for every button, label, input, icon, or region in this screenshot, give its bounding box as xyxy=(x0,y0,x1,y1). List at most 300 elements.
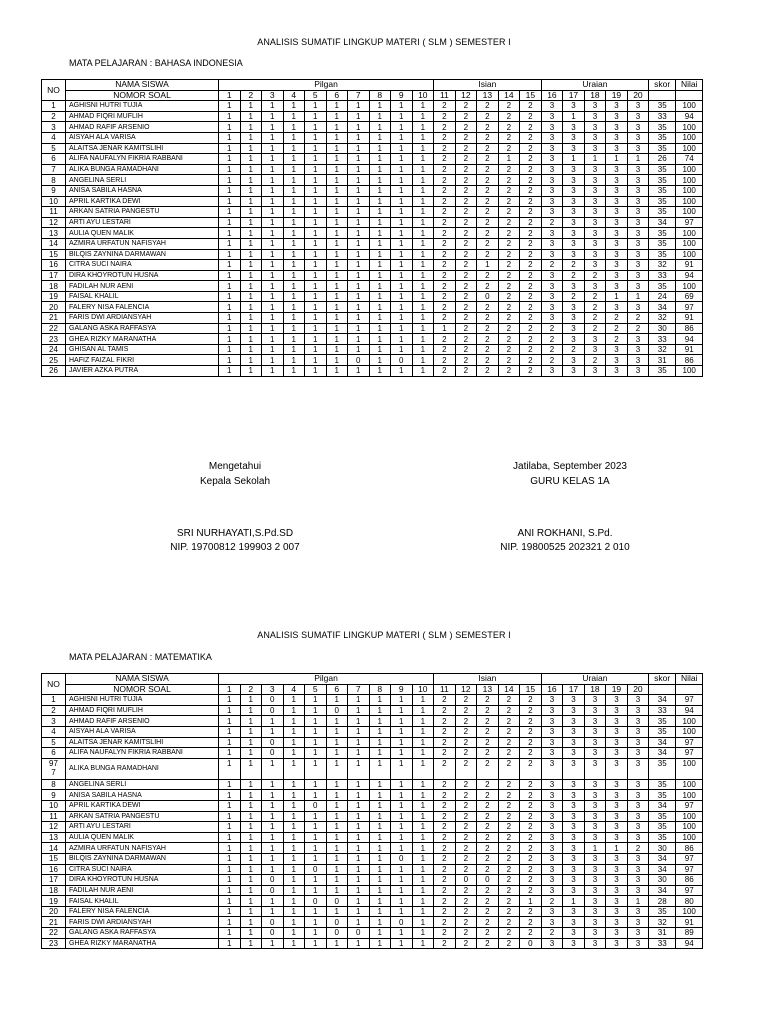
score-cell: 1 xyxy=(369,313,391,324)
score-cell: 2 xyxy=(563,344,585,355)
score-cell: 1 xyxy=(219,906,241,917)
student-name: GALANG ASKA RAFFASYA xyxy=(66,928,219,939)
score-cell: 3 xyxy=(584,758,606,779)
score-cell: 2 xyxy=(434,875,456,886)
score-cell: 2 xyxy=(498,366,520,377)
header-no: NO xyxy=(42,674,66,695)
score-cell: 3 xyxy=(563,864,585,875)
score-cell: 2 xyxy=(477,748,499,759)
score-cell: 3 xyxy=(606,270,628,281)
row-number: 4 xyxy=(42,132,66,143)
score-cell: 2 xyxy=(434,334,456,345)
score-cell: 2 xyxy=(455,758,477,779)
score-cell: 1 xyxy=(240,238,262,249)
score-cell: 1 xyxy=(262,843,284,854)
header-nilai-blank xyxy=(676,90,703,101)
score-cell: 1 xyxy=(283,716,305,727)
score-cell: 1 xyxy=(348,843,370,854)
total-score: 33 xyxy=(649,334,676,345)
table-row xyxy=(42,695,703,706)
total-score: 34 xyxy=(649,748,676,759)
score-cell: 1 xyxy=(240,323,262,334)
score-cell: 1 xyxy=(369,132,391,143)
score-cell: 1 xyxy=(326,906,348,917)
score-cell: 0 xyxy=(391,917,413,928)
table-row xyxy=(42,334,703,345)
score-cell: 1 xyxy=(391,938,413,949)
student-name: ALIKA BUNGA RAMADHANI xyxy=(66,758,219,779)
row-number: 16 xyxy=(42,260,66,271)
score-cell: 1 xyxy=(412,896,434,907)
student-name: ARTI AYU LESTARI xyxy=(66,217,219,228)
score-cell: 1 xyxy=(391,716,413,727)
student-name: HAFIZ FAIZAL FIKRI xyxy=(66,355,219,366)
score-cell: 2 xyxy=(477,238,499,249)
score-cell: 1 xyxy=(283,270,305,281)
score-cell: 1 xyxy=(283,726,305,737)
score-cell: 1 xyxy=(348,313,370,324)
score-cell: 1 xyxy=(412,843,434,854)
student-name: ANISA SABILA HASNA xyxy=(66,185,219,196)
score-cell: 2 xyxy=(520,164,542,175)
score-cell: 1 xyxy=(348,175,370,186)
score-cell: 1 xyxy=(391,695,413,706)
score-cell: 1 xyxy=(262,822,284,833)
score-cell: 1 xyxy=(520,896,542,907)
score-cell: 2 xyxy=(477,726,499,737)
score-cell: 1 xyxy=(412,695,434,706)
final-grade: 97 xyxy=(676,800,703,811)
score-cell: 1 xyxy=(412,875,434,886)
score-cell: 1 xyxy=(240,207,262,218)
score-cell: 2 xyxy=(477,853,499,864)
total-score: 34 xyxy=(649,853,676,864)
score-cell: 1 xyxy=(369,185,391,196)
score-cell: 1 xyxy=(434,323,456,334)
score-cell: 2 xyxy=(477,917,499,928)
score-cell: 3 xyxy=(606,705,628,716)
score-cell: 2 xyxy=(520,281,542,292)
student-name: GHEA RIZKY MARANATHA xyxy=(66,938,219,949)
score-cell: 1 xyxy=(391,196,413,207)
section1-subject: MATA PELAJARAN : BAHASA INDONESIA xyxy=(69,58,243,68)
score-cell: 2 xyxy=(520,111,542,122)
score-cell: 1 xyxy=(262,101,284,112)
score-cell: 2 xyxy=(477,334,499,345)
score-cell: 3 xyxy=(584,885,606,896)
table-row xyxy=(42,111,703,122)
score-cell: 2 xyxy=(434,748,456,759)
score-cell: 3 xyxy=(541,291,563,302)
final-grade: 100 xyxy=(676,122,703,133)
score-cell: 3 xyxy=(584,196,606,207)
row-number: 1 xyxy=(42,695,66,706)
score-cell: 3 xyxy=(627,281,649,292)
score-cell: 1 xyxy=(283,790,305,801)
score-cell: 2 xyxy=(520,853,542,864)
score-cell: 1 xyxy=(412,249,434,260)
score-cell: 1 xyxy=(391,143,413,154)
row-number: 97 7 xyxy=(42,758,66,779)
score-cell: 1 xyxy=(262,779,284,790)
header-soal-number: 9 xyxy=(391,90,413,101)
score-cell: 1 xyxy=(305,132,327,143)
score-cell: 1 xyxy=(369,270,391,281)
row-number: 6 xyxy=(42,748,66,759)
total-score: 33 xyxy=(649,270,676,281)
score-cell: 1 xyxy=(262,864,284,875)
score-cell: 2 xyxy=(520,748,542,759)
score-cell: 1 xyxy=(262,344,284,355)
score-cell: 3 xyxy=(606,207,628,218)
score-cell: 1 xyxy=(283,334,305,345)
score-cell: 1 xyxy=(240,228,262,239)
score-cell: 2 xyxy=(477,800,499,811)
total-score: 30 xyxy=(649,323,676,334)
total-score: 35 xyxy=(649,758,676,779)
score-cell: 1 xyxy=(412,885,434,896)
score-cell: 2 xyxy=(455,928,477,939)
final-grade: 80 xyxy=(676,896,703,907)
table-row xyxy=(42,896,703,907)
table-row xyxy=(42,122,703,133)
score-cell: 3 xyxy=(606,917,628,928)
score-cell: 1 xyxy=(262,366,284,377)
score-cell: 2 xyxy=(455,132,477,143)
row-number: 18 xyxy=(42,281,66,292)
score-cell: 1 xyxy=(412,196,434,207)
score-cell: 2 xyxy=(498,758,520,779)
final-grade: 100 xyxy=(676,822,703,833)
score-cell: 1 xyxy=(219,111,241,122)
table-row xyxy=(42,366,703,377)
final-grade: 100 xyxy=(676,811,703,822)
table-row xyxy=(42,175,703,186)
score-cell: 2 xyxy=(498,334,520,345)
score-cell: 2 xyxy=(477,281,499,292)
score-cell: 0 xyxy=(262,748,284,759)
score-cell: 2 xyxy=(455,695,477,706)
score-cell: 3 xyxy=(584,822,606,833)
table-row xyxy=(42,705,703,716)
score-cell: 3 xyxy=(541,249,563,260)
score-cell: 1 xyxy=(219,302,241,313)
score-cell: 1 xyxy=(240,695,262,706)
header-uraian: Uraian xyxy=(541,674,649,685)
score-cell: 1 xyxy=(412,355,434,366)
score-cell: 1 xyxy=(412,323,434,334)
score-cell: 1 xyxy=(412,928,434,939)
score-cell: 1 xyxy=(305,938,327,949)
score-cell: 3 xyxy=(606,811,628,822)
score-cell: 1 xyxy=(391,323,413,334)
score-cell: 3 xyxy=(563,323,585,334)
score-cell: 1 xyxy=(305,695,327,706)
score-cell: 2 xyxy=(520,207,542,218)
score-cell: 2 xyxy=(455,906,477,917)
score-cell: 1 xyxy=(262,811,284,822)
score-cell: 1 xyxy=(348,875,370,886)
score-cell: 1 xyxy=(262,207,284,218)
score-cell: 1 xyxy=(391,132,413,143)
final-grade: 100 xyxy=(676,281,703,292)
score-cell: 1 xyxy=(305,779,327,790)
kepala-name: SRI NURHAYATI,S.Pd.SD xyxy=(176,528,294,539)
header-skor-blank xyxy=(649,90,676,101)
score-cell: 3 xyxy=(606,143,628,154)
score-cell: 3 xyxy=(627,334,649,345)
score-cell: 1 xyxy=(240,270,262,281)
score-cell: 3 xyxy=(541,196,563,207)
score-cell: 2 xyxy=(541,217,563,228)
score-cell: 1 xyxy=(283,313,305,324)
score-cell: 1 xyxy=(262,938,284,949)
score-cell: 1 xyxy=(262,758,284,779)
score-cell: 1 xyxy=(348,906,370,917)
score-cell: 1 xyxy=(412,238,434,249)
score-cell: 3 xyxy=(627,270,649,281)
score-cell: 1 xyxy=(348,217,370,228)
score-cell: 2 xyxy=(434,175,456,186)
score-cell: 1 xyxy=(283,366,305,377)
score-cell: 1 xyxy=(412,175,434,186)
score-cell: 1 xyxy=(326,779,348,790)
score-cell: 1 xyxy=(412,313,434,324)
score-cell: 1 xyxy=(305,716,327,727)
header-nilai: Nilai xyxy=(676,80,703,91)
score-cell: 1 xyxy=(391,906,413,917)
score-cell: 1 xyxy=(219,101,241,112)
score-cell: 2 xyxy=(520,122,542,133)
score-cell: 2 xyxy=(520,185,542,196)
score-cell: 1 xyxy=(369,366,391,377)
score-cell: 1 xyxy=(412,344,434,355)
score-cell: 2 xyxy=(434,737,456,748)
score-cell: 1 xyxy=(326,313,348,324)
score-cell: 3 xyxy=(606,737,628,748)
row-number: 9 xyxy=(42,790,66,801)
row-number: 21 xyxy=(42,313,66,324)
score-cell: 1 xyxy=(305,758,327,779)
score-cell: 2 xyxy=(520,260,542,271)
score-cell: 1 xyxy=(412,334,434,345)
score-cell: 1 xyxy=(606,843,628,854)
final-grade: 91 xyxy=(676,917,703,928)
score-cell: 1 xyxy=(262,726,284,737)
score-cell: 2 xyxy=(520,101,542,112)
score-cell: 3 xyxy=(584,132,606,143)
score-cell: 1 xyxy=(305,217,327,228)
score-cell: 3 xyxy=(584,228,606,239)
row-number: 15 xyxy=(42,249,66,260)
score-cell: 2 xyxy=(498,143,520,154)
header-soal-number: 20 xyxy=(627,90,649,101)
score-cell: 1 xyxy=(412,217,434,228)
score-cell: 2 xyxy=(434,896,456,907)
score-cell: 1 xyxy=(391,885,413,896)
score-cell: 1 xyxy=(283,238,305,249)
score-cell: 3 xyxy=(541,800,563,811)
score-cell: 1 xyxy=(240,366,262,377)
score-cell: 2 xyxy=(455,334,477,345)
table-row xyxy=(42,270,703,281)
row-number: 10 xyxy=(42,196,66,207)
score-cell: 1 xyxy=(283,928,305,939)
total-score: 35 xyxy=(649,822,676,833)
header-soal-number: 3 xyxy=(262,684,284,695)
score-cell: 2 xyxy=(606,313,628,324)
score-cell: 1 xyxy=(240,143,262,154)
score-cell: 2 xyxy=(477,111,499,122)
student-name: AHMAD RAFIF ARSENIO xyxy=(66,716,219,727)
score-cell: 1 xyxy=(219,853,241,864)
score-cell: 1 xyxy=(391,875,413,886)
score-cell: 2 xyxy=(498,238,520,249)
student-name: AISYAH ALA VARISA xyxy=(66,726,219,737)
score-cell: 1 xyxy=(348,238,370,249)
score-cell: 1 xyxy=(412,758,434,779)
score-cell: 1 xyxy=(326,302,348,313)
score-cell: 1 xyxy=(326,938,348,949)
section2-subject: MATA PELAJARAN : MATEMATIKA xyxy=(69,652,212,662)
score-cell: 3 xyxy=(606,366,628,377)
score-cell: 1 xyxy=(326,111,348,122)
score-cell: 1 xyxy=(369,875,391,886)
total-score: 35 xyxy=(649,906,676,917)
score-cell: 3 xyxy=(541,132,563,143)
score-cell: 1 xyxy=(477,260,499,271)
score-cell: 1 xyxy=(219,249,241,260)
score-cell: 3 xyxy=(627,716,649,727)
row-number: 12 xyxy=(42,822,66,833)
total-score: 35 xyxy=(649,143,676,154)
score-cell: 3 xyxy=(541,270,563,281)
score-cell: 2 xyxy=(434,143,456,154)
score-cell: 2 xyxy=(498,800,520,811)
score-cell: 1 xyxy=(283,101,305,112)
score-cell: 1 xyxy=(219,281,241,292)
score-cell: 1 xyxy=(369,938,391,949)
score-cell: 3 xyxy=(541,853,563,864)
score-cell: 3 xyxy=(563,355,585,366)
score-cell: 2 xyxy=(498,832,520,843)
score-cell: 2 xyxy=(455,896,477,907)
score-cell: 3 xyxy=(606,302,628,313)
score-cell: 1 xyxy=(305,355,327,366)
header-soal-number: 6 xyxy=(326,90,348,101)
score-cell: 3 xyxy=(541,366,563,377)
score-cell: 1 xyxy=(391,366,413,377)
score-cell: 3 xyxy=(584,334,606,345)
score-cell: 3 xyxy=(606,790,628,801)
score-cell: 2 xyxy=(455,822,477,833)
score-cell: 2 xyxy=(434,938,456,949)
student-name: DIRA KHOYROTUN HUSNA xyxy=(66,875,219,886)
row-number: 24 xyxy=(42,344,66,355)
row-number: 13 xyxy=(42,228,66,239)
total-score: 33 xyxy=(649,111,676,122)
score-cell: 2 xyxy=(455,111,477,122)
score-cell: 0 xyxy=(262,928,284,939)
score-cell: 3 xyxy=(627,885,649,896)
score-cell: 3 xyxy=(584,207,606,218)
score-cell: 2 xyxy=(498,885,520,896)
score-cell: 1 xyxy=(369,207,391,218)
header-soal-number: 2 xyxy=(240,90,262,101)
score-cell: 2 xyxy=(477,366,499,377)
score-cell: 3 xyxy=(606,800,628,811)
score-cell: 2 xyxy=(434,291,456,302)
score-cell: 0 xyxy=(477,291,499,302)
score-cell: 3 xyxy=(606,281,628,292)
score-cell: 1 xyxy=(219,800,241,811)
final-grade: 86 xyxy=(676,355,703,366)
score-cell: 1 xyxy=(240,313,262,324)
score-cell: 3 xyxy=(606,185,628,196)
score-cell: 2 xyxy=(498,260,520,271)
final-grade: 100 xyxy=(676,143,703,154)
score-cell: 3 xyxy=(606,906,628,917)
table-row xyxy=(42,864,703,875)
score-cell: 3 xyxy=(584,906,606,917)
score-cell: 1 xyxy=(326,238,348,249)
score-cell: 3 xyxy=(627,875,649,886)
score-cell: 1 xyxy=(326,843,348,854)
score-cell: 1 xyxy=(283,154,305,165)
score-cell: 3 xyxy=(563,207,585,218)
score-cell: 1 xyxy=(262,228,284,239)
final-grade: 94 xyxy=(676,705,703,716)
score-cell: 2 xyxy=(477,938,499,949)
header-soal-number: 5 xyxy=(305,90,327,101)
header-soal-number: 8 xyxy=(369,90,391,101)
score-cell: 1 xyxy=(262,154,284,165)
score-cell: 1 xyxy=(219,260,241,271)
table-row xyxy=(42,853,703,864)
score-cell: 2 xyxy=(520,695,542,706)
row-number: 2 xyxy=(42,705,66,716)
score-cell: 1 xyxy=(369,832,391,843)
score-cell: 3 xyxy=(627,938,649,949)
score-cell: 1 xyxy=(369,843,391,854)
guru-name: ANI ROKHANI, S.Pd. xyxy=(517,528,613,539)
score-cell: 1 xyxy=(240,164,262,175)
score-cell: 2 xyxy=(455,366,477,377)
score-cell: 3 xyxy=(541,832,563,843)
score-cell: 3 xyxy=(627,928,649,939)
score-cell: 2 xyxy=(455,853,477,864)
score-cell: 2 xyxy=(627,323,649,334)
score-cell: 2 xyxy=(477,737,499,748)
score-cell: 0 xyxy=(326,705,348,716)
score-cell: 1 xyxy=(348,366,370,377)
total-score: 35 xyxy=(649,207,676,218)
score-cell: 2 xyxy=(477,270,499,281)
score-cell: 1 xyxy=(305,875,327,886)
final-grade: 100 xyxy=(676,366,703,377)
score-cell: 1 xyxy=(262,175,284,186)
student-name: ALAITSA JENAR KAMITSLIHI xyxy=(66,143,219,154)
score-cell: 0 xyxy=(477,875,499,886)
score-cell: 1 xyxy=(412,260,434,271)
score-cell: 1 xyxy=(348,132,370,143)
score-cell: 1 xyxy=(240,355,262,366)
score-cell: 2 xyxy=(498,101,520,112)
score-cell: 1 xyxy=(369,790,391,801)
row-number: 19 xyxy=(42,291,66,302)
score-cell: 2 xyxy=(455,185,477,196)
score-cell: 1 xyxy=(219,896,241,907)
